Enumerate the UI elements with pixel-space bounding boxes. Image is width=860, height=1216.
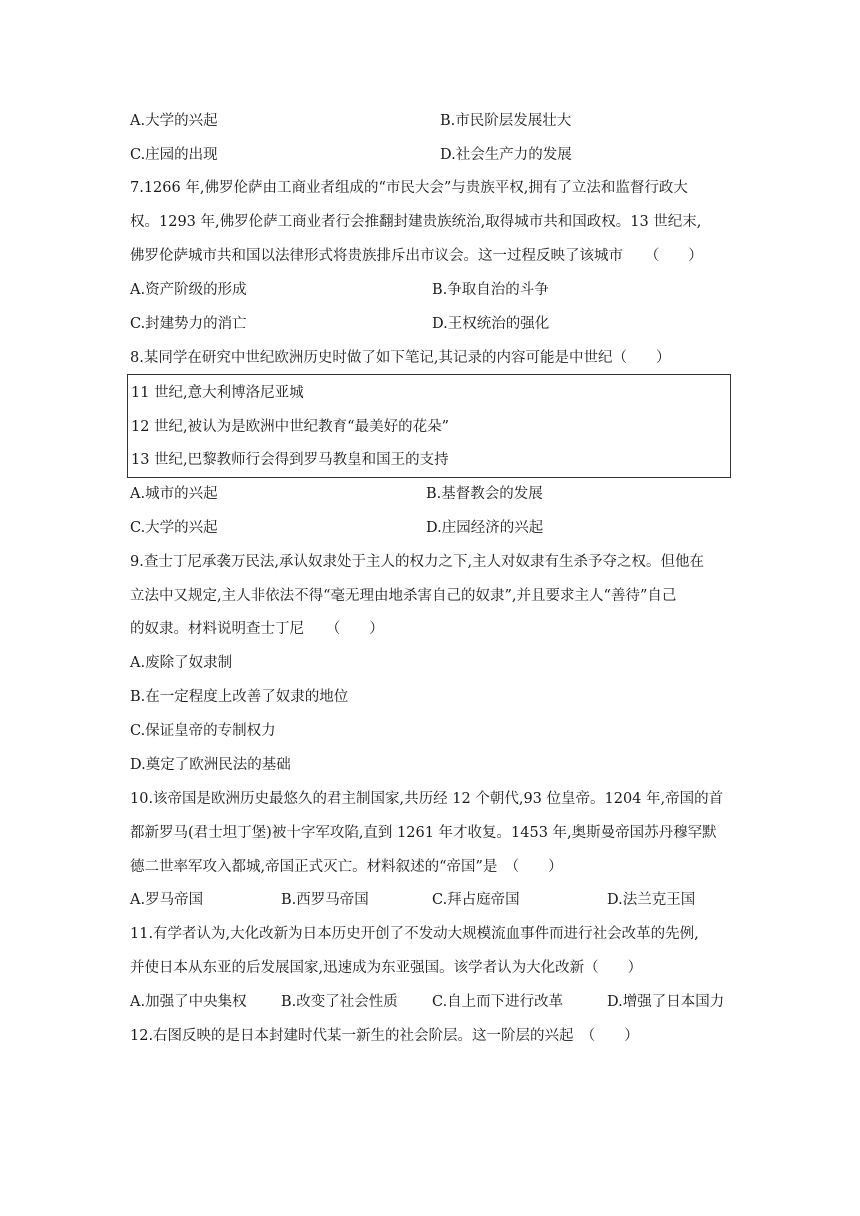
q9-stem-line-1: 9.查士丁尼承袭万民法,承认奴隶处于主人的权力之下,主人对奴隶有生杀予夺之权。但他在 [130,554,705,570]
q9-option-d: D.奠定了欧洲民法的基础 [130,757,291,773]
q8-note-3: 13 世纪,巴黎教师行会得到罗马教皇和国王的支持 [131,452,449,468]
q6-option-c: C.庄园的出现 [130,147,218,163]
q9-option-b: B.在一定程度上改善了奴隶的地位 [130,689,349,705]
q7-option-a: A.资产阶级的形成 [130,282,247,298]
q8-option-c: C.大学的兴起 [130,520,218,536]
q11-stem-line-2: 并使日本从东亚的后发展国家,迅速成为东亚强国。该学者认为大化改新（ ） [130,960,643,976]
q11-option-c: C.自上而下进行改革 [432,994,564,1010]
q11-option-d: D.增强了日本国力 [607,994,725,1010]
q9-option-c: C.保证皇帝的专制权力 [130,723,276,739]
q10-stem-line-3: 德二世率军攻入都城,帝国正式灭亡。材料叙述的“帝国”是 （ ） [130,859,563,875]
q10-option-d: D.法兰克王国 [607,892,696,908]
q8-option-d: D.庄园经济的兴起 [426,520,544,536]
q6-option-b: B.市民阶层发展壮大 [440,113,572,129]
q8-note-2: 12 世纪,被认为是欧洲中世纪教育“最美好的花朵” [131,419,449,435]
q8-option-a: A.城市的兴起 [130,486,218,502]
q10-stem-line-1: 10.该帝国是欧洲历史最悠久的君主制国家,共历经 12 个朝代,93 位皇帝。1204 年,帝国的首 [130,791,724,807]
q9-stem-line-2: 立法中又规定,主人非依法不得“毫无理由地杀害自己的奴隶”,并且要求主人“善待”自己 [130,588,677,604]
q11-option-b: B.改变了社会性质 [281,994,398,1010]
q10-option-c: C.拜占庭帝国 [432,892,520,908]
q8-option-b: B.基督教会的发展 [426,486,543,502]
q11-option-a: A.加强了中央集权 [130,994,247,1010]
q6-option-a: A.大学的兴起 [130,113,218,129]
q7-stem-line-3: 佛罗伦萨城市共和国以法律形式将贵族排斥出市议会。这一过程反映了该城市 （ ） [130,248,703,264]
q7-option-d: D.王权统治的强化 [432,316,550,332]
q9-option-a: A.废除了奴隶制 [130,655,233,671]
q7-stem-line-2: 权。1293 年,佛罗伦萨工商业者行会推翻封建贵族统治,取得城市共和国政权。13 世纪末, [130,214,702,230]
q10-stem-line-2: 都新罗马(君士坦丁堡)被十字军攻陷,直到 1261 年才收复。1453 年,奥斯曼帝国苏丹穆罕默 [130,825,717,841]
q7-option-b: B.争取自治的斗争 [432,282,549,298]
q11-stem-line-1: 11.有学者认为,大化改新为日本历史开创了不发动大规模流血事件而进行社会改革的先例, [130,926,699,942]
q8-stem: 8.某同学在研究中世纪欧洲历史时做了如下笔记,其记录的内容可能是中世纪（ ） [130,350,671,366]
q7-option-c: C.封建势力的消亡 [130,316,247,332]
q12-stem: 12.右图反映的是日本封建时代某一新生的社会阶层。这一阶层的兴起 （ ） [130,1028,639,1044]
q8-notes-box [127,374,731,478]
q6-option-d: D.社会生产力的发展 [440,147,572,163]
q8-note-1: 11 世纪,意大利博洛尼亚城 [131,385,304,401]
q9-stem-line-3: 的奴隶。材料说明查士丁尼 （ ） [130,621,384,637]
q10-option-a: A.罗马帝国 [130,892,204,908]
q10-option-b: B.西罗马帝国 [281,892,369,908]
q7-stem-line-1: 7.1266 年,佛罗伦萨由工商业者组成的“市民大会”与贵族平权,拥有了立法和监督行政大 [130,180,688,196]
